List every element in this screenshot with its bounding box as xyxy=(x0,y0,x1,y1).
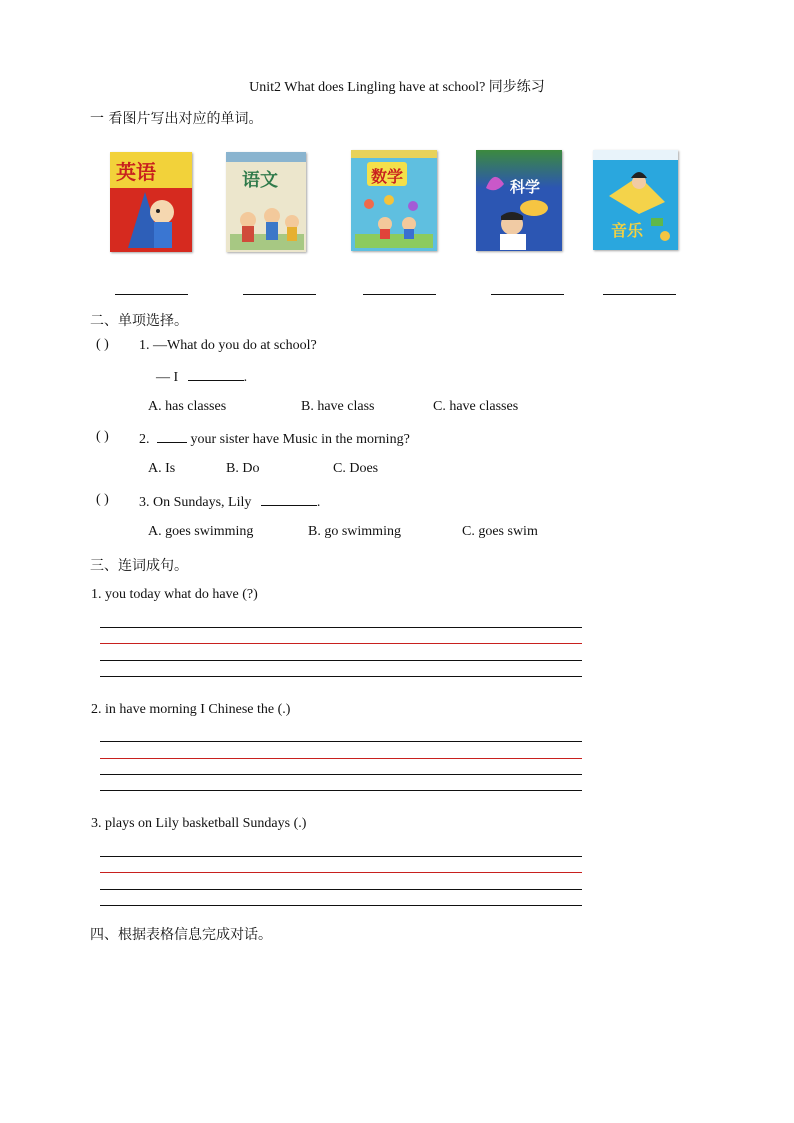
question-2-option-c[interactable]: C. Does xyxy=(333,461,379,476)
writing-line-red[interactable] xyxy=(100,643,582,644)
scramble-item-3: 3. plays on Lily basketball Sundays (.) xyxy=(91,816,307,831)
question-2-option-b[interactable]: B. Do xyxy=(226,461,260,476)
question-3-blank[interactable] xyxy=(261,493,317,506)
writing-line[interactable] xyxy=(100,905,582,906)
question-3-option-b[interactable]: B. go swimming xyxy=(308,524,401,539)
question-2-option-a[interactable]: A. Is xyxy=(148,461,176,476)
question-2-number: 2. xyxy=(139,432,150,447)
section-2-heading: 二、单项选择。 xyxy=(90,313,188,329)
writing-line[interactable] xyxy=(100,676,582,677)
writing-line[interactable] xyxy=(100,856,582,857)
writing-line-red[interactable] xyxy=(100,758,582,759)
writing-line-red[interactable] xyxy=(100,872,582,873)
book-label: 英语 xyxy=(116,160,156,184)
answer-line-5[interactable] xyxy=(603,294,676,295)
answer-line-4[interactable] xyxy=(491,294,564,295)
writing-line[interactable] xyxy=(100,790,582,791)
question-3-option-a[interactable]: A. goes swimming xyxy=(148,524,254,539)
question-1-stem: 1. —What do you do at school? xyxy=(139,338,317,353)
writing-line[interactable] xyxy=(100,889,582,890)
section-4-heading: 四、根据表格信息完成对话。 xyxy=(90,927,272,943)
question-1-option-c[interactable]: C. have classes xyxy=(433,399,519,414)
book-label: 科学 xyxy=(510,178,541,196)
question-1-option-a[interactable]: A. has classes xyxy=(148,399,227,414)
writing-line[interactable] xyxy=(100,660,582,661)
section-3-heading: 三、连词成句。 xyxy=(90,558,188,574)
math-book-icon xyxy=(351,150,437,251)
english-book-icon xyxy=(110,152,192,252)
question-2-stem: your sister have Music in the morning? xyxy=(190,432,410,447)
writing-line[interactable] xyxy=(100,741,582,742)
answer-line-1[interactable] xyxy=(115,294,188,295)
answer-line-2[interactable] xyxy=(243,294,316,295)
writing-line[interactable] xyxy=(100,774,582,775)
question-3-stem: 3. On Sundays, Lily xyxy=(139,495,252,510)
book-label: 数学 xyxy=(371,167,404,186)
question-1-blank[interactable] xyxy=(188,368,244,381)
answer-bracket-q3[interactable]: ( ) xyxy=(96,492,109,507)
scramble-item-2: 2. in have morning I Chinese the (.) xyxy=(91,702,291,717)
book-label: 语文 xyxy=(242,170,278,191)
question-2-blank[interactable] xyxy=(157,430,187,443)
section-1-heading: 一 看图片写出对应的单词。 xyxy=(90,111,263,127)
page-title: Unit2 What does Lingling have at school? 同步练习 xyxy=(249,80,545,95)
chinese-book-icon xyxy=(226,152,306,252)
book-label: 音乐 xyxy=(611,221,644,240)
answer-line-3[interactable] xyxy=(363,294,436,295)
question-1-option-b[interactable]: B. have class xyxy=(301,399,375,414)
science-book-icon xyxy=(476,150,562,251)
question-3-option-c[interactable]: C. goes swim xyxy=(462,524,538,539)
scramble-item-1: 1. you today what do have (?) xyxy=(91,587,258,602)
answer-bracket-q2[interactable]: ( ) xyxy=(96,429,109,444)
question-1-answer-prefix: — I xyxy=(156,370,179,385)
answer-bracket-q1[interactable]: ( ) xyxy=(96,337,109,352)
question-3-period: . xyxy=(316,495,321,510)
music-book-icon xyxy=(593,150,678,250)
writing-line[interactable] xyxy=(100,627,582,628)
